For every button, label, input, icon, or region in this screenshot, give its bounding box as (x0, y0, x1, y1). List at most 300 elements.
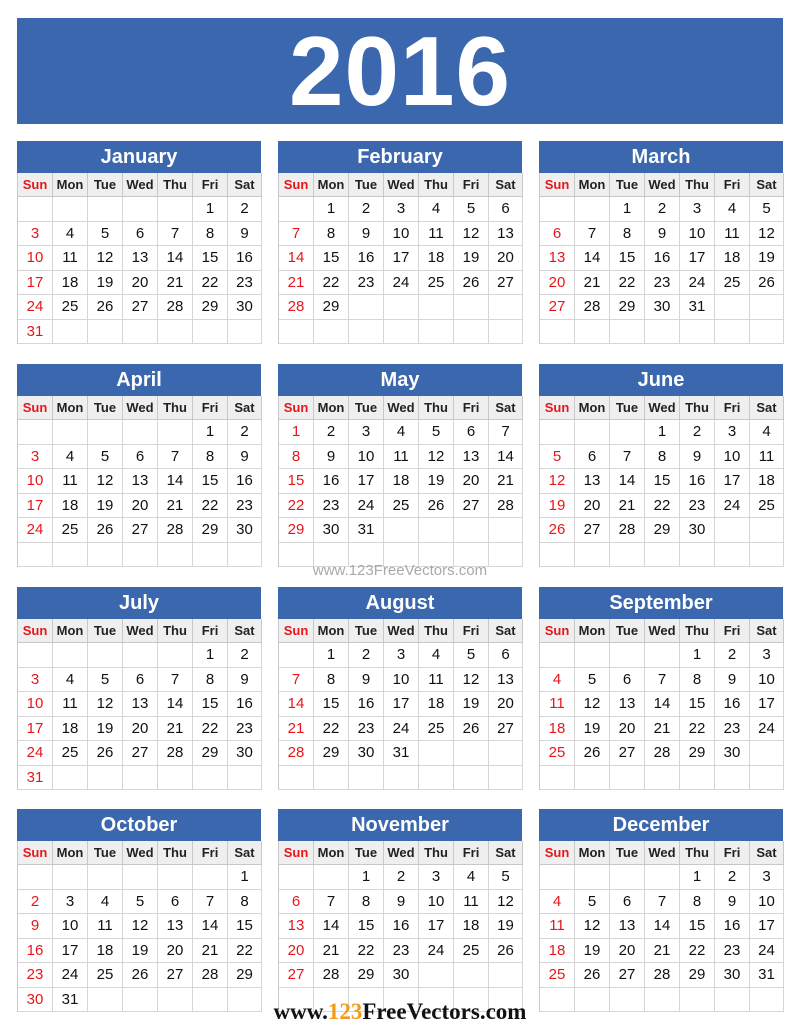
day-cell: 1 (228, 865, 262, 890)
day-cell: 24 (349, 494, 384, 519)
empty-cell (575, 420, 610, 445)
day-cell: 20 (610, 939, 645, 964)
day-cell: 26 (88, 741, 123, 766)
empty-cell (540, 197, 575, 222)
empty-cell (88, 197, 123, 222)
month-title: May (278, 364, 522, 396)
footer-brand: 123 (327, 999, 363, 1024)
empty-cell (750, 320, 784, 345)
weekday-header: Sun (18, 619, 53, 643)
weekday-header: Sun (279, 841, 314, 865)
day-cell: 23 (349, 717, 384, 742)
empty-cell (158, 766, 193, 791)
weekday-header: Mon (53, 396, 88, 420)
day-cell: 22 (193, 271, 228, 296)
weekday-header: Thu (680, 841, 715, 865)
month-grid (17, 173, 261, 344)
empty-cell (454, 518, 489, 543)
weekday-header: Wed (384, 396, 419, 420)
day-cell: 27 (575, 518, 610, 543)
day-cell: 10 (53, 914, 88, 939)
day-cell: 24 (53, 963, 88, 988)
day-cell: 2 (349, 197, 384, 222)
day-cell: 5 (454, 643, 489, 668)
day-cell: 27 (123, 518, 158, 543)
day-cell: 13 (610, 914, 645, 939)
empty-cell (489, 518, 523, 543)
day-cell: 28 (575, 295, 610, 320)
day-cell: 2 (228, 420, 262, 445)
day-cell: 3 (349, 420, 384, 445)
weekday-header: Fri (715, 396, 750, 420)
day-cell: 19 (575, 939, 610, 964)
weekday-header: Thu (158, 619, 193, 643)
empty-cell (419, 741, 454, 766)
empty-cell (610, 643, 645, 668)
day-cell: 22 (680, 939, 715, 964)
empty-cell (88, 320, 123, 345)
month-august (278, 587, 522, 790)
day-cell: 5 (575, 890, 610, 915)
day-cell: 12 (419, 445, 454, 470)
day-cell: 10 (715, 445, 750, 470)
empty-cell (750, 295, 784, 320)
day-cell: 2 (314, 420, 349, 445)
day-cell: 7 (158, 445, 193, 470)
day-cell: 5 (540, 445, 575, 470)
empty-cell (18, 420, 53, 445)
weekday-header: Mon (314, 841, 349, 865)
weekday-header: Mon (314, 396, 349, 420)
day-cell: 9 (228, 445, 262, 470)
day-cell: 17 (384, 246, 419, 271)
day-cell: 11 (88, 914, 123, 939)
day-cell: 8 (193, 445, 228, 470)
day-cell: 27 (489, 271, 523, 296)
day-cell: 7 (610, 445, 645, 470)
day-cell: 23 (314, 494, 349, 519)
day-cell: 18 (715, 246, 750, 271)
empty-cell (540, 865, 575, 890)
empty-cell (53, 197, 88, 222)
day-cell: 13 (489, 222, 523, 247)
empty-cell (349, 766, 384, 791)
day-cell: 28 (610, 518, 645, 543)
day-cell: 8 (610, 222, 645, 247)
day-cell: 6 (279, 890, 314, 915)
month-title: June (539, 364, 783, 396)
day-cell: 12 (540, 469, 575, 494)
day-cell: 7 (279, 668, 314, 693)
empty-cell (540, 320, 575, 345)
empty-cell (645, 320, 680, 345)
day-cell: 15 (349, 914, 384, 939)
day-cell: 19 (419, 469, 454, 494)
day-cell: 11 (750, 445, 784, 470)
empty-cell (645, 766, 680, 791)
day-cell: 3 (384, 197, 419, 222)
day-cell: 8 (314, 222, 349, 247)
month-title: February (278, 141, 522, 173)
day-cell: 15 (228, 914, 262, 939)
day-cell: 16 (680, 469, 715, 494)
day-cell: 15 (314, 692, 349, 717)
weekday-header: Thu (680, 619, 715, 643)
weekday-header: Tue (88, 841, 123, 865)
day-cell: 6 (158, 890, 193, 915)
empty-cell (610, 320, 645, 345)
weekday-header: Sun (540, 396, 575, 420)
month-november (278, 809, 522, 1012)
day-cell: 18 (540, 717, 575, 742)
day-cell: 24 (384, 717, 419, 742)
day-cell: 26 (123, 963, 158, 988)
empty-cell (314, 865, 349, 890)
day-cell: 30 (314, 518, 349, 543)
day-cell: 16 (645, 246, 680, 271)
day-cell: 12 (575, 692, 610, 717)
empty-cell (610, 865, 645, 890)
day-cell: 17 (18, 717, 53, 742)
day-cell: 21 (279, 271, 314, 296)
day-cell: 11 (715, 222, 750, 247)
month-title: March (539, 141, 783, 173)
day-cell: 20 (123, 494, 158, 519)
empty-cell (228, 320, 262, 345)
weekday-header: Tue (610, 619, 645, 643)
day-cell: 23 (680, 494, 715, 519)
empty-cell (193, 320, 228, 345)
day-cell: 12 (454, 222, 489, 247)
weekday-header: Sat (228, 619, 262, 643)
day-cell: 31 (750, 963, 784, 988)
day-cell: 19 (454, 692, 489, 717)
day-cell: 10 (384, 668, 419, 693)
day-cell: 15 (645, 469, 680, 494)
day-cell: 4 (53, 445, 88, 470)
day-cell: 18 (419, 246, 454, 271)
empty-cell (680, 320, 715, 345)
day-cell: 24 (750, 717, 784, 742)
weekday-header: Tue (88, 396, 123, 420)
day-cell: 17 (18, 271, 53, 296)
day-cell: 2 (18, 890, 53, 915)
empty-cell (454, 741, 489, 766)
weekday-header: Fri (454, 619, 489, 643)
weekday-header: Sun (540, 619, 575, 643)
day-cell: 9 (228, 222, 262, 247)
empty-cell (575, 766, 610, 791)
day-cell: 23 (228, 494, 262, 519)
empty-cell (158, 988, 193, 1013)
day-cell: 15 (193, 692, 228, 717)
day-cell: 30 (645, 295, 680, 320)
footer-credit[interactable] (200, 999, 600, 1025)
day-cell: 4 (88, 890, 123, 915)
day-cell: 27 (610, 963, 645, 988)
day-cell: 30 (715, 963, 750, 988)
day-cell: 3 (750, 643, 784, 668)
day-cell: 15 (193, 469, 228, 494)
month-september (539, 587, 783, 790)
empty-cell (158, 543, 193, 568)
weekday-header: Sun (18, 841, 53, 865)
day-cell: 11 (540, 914, 575, 939)
day-cell: 13 (575, 469, 610, 494)
weekday-header: Wed (384, 173, 419, 197)
weekday-header: Mon (314, 173, 349, 197)
day-cell: 23 (715, 717, 750, 742)
day-cell: 20 (454, 469, 489, 494)
day-cell: 27 (123, 741, 158, 766)
empty-cell (575, 197, 610, 222)
day-cell: 6 (489, 197, 523, 222)
empty-cell (53, 865, 88, 890)
empty-cell (314, 320, 349, 345)
weekday-header: Sat (750, 396, 784, 420)
day-cell: 11 (419, 222, 454, 247)
day-cell: 1 (193, 643, 228, 668)
day-cell: 9 (228, 668, 262, 693)
day-cell: 30 (384, 963, 419, 988)
weekday-header: Sat (489, 173, 523, 197)
day-cell: 12 (575, 914, 610, 939)
day-cell: 7 (575, 222, 610, 247)
day-cell: 29 (279, 518, 314, 543)
weekday-header: Sun (279, 396, 314, 420)
day-cell: 6 (540, 222, 575, 247)
weekday-header: Fri (715, 619, 750, 643)
day-cell: 25 (88, 963, 123, 988)
weekday-header: Wed (384, 619, 419, 643)
month-title: November (278, 809, 522, 841)
month-title: January (17, 141, 261, 173)
month-title: July (17, 587, 261, 619)
day-cell: 3 (384, 643, 419, 668)
day-cell: 11 (384, 445, 419, 470)
empty-cell (715, 518, 750, 543)
month-july (17, 587, 261, 790)
empty-cell (715, 988, 750, 1013)
day-cell: 14 (279, 692, 314, 717)
day-cell: 12 (88, 692, 123, 717)
day-cell: 6 (123, 445, 158, 470)
day-cell: 27 (123, 295, 158, 320)
day-cell: 17 (384, 692, 419, 717)
weekday-header: Fri (454, 173, 489, 197)
month-grid (539, 841, 783, 1012)
empty-cell (123, 543, 158, 568)
day-cell: 15 (610, 246, 645, 271)
day-cell: 27 (158, 963, 193, 988)
month-grid (278, 173, 522, 344)
day-cell: 23 (384, 939, 419, 964)
empty-cell (228, 543, 262, 568)
day-cell: 19 (540, 494, 575, 519)
empty-cell (53, 643, 88, 668)
empty-cell (349, 320, 384, 345)
day-cell: 28 (314, 963, 349, 988)
empty-cell (279, 197, 314, 222)
weekday-header: Thu (419, 841, 454, 865)
empty-cell (193, 865, 228, 890)
year-title: 2016 (288, 16, 511, 126)
day-cell: 9 (349, 222, 384, 247)
day-cell: 28 (489, 494, 523, 519)
empty-cell (123, 320, 158, 345)
day-cell: 8 (279, 445, 314, 470)
day-cell: 14 (645, 692, 680, 717)
weekday-header: Fri (454, 841, 489, 865)
empty-cell (88, 643, 123, 668)
day-cell: 6 (454, 420, 489, 445)
day-cell: 9 (715, 890, 750, 915)
day-cell: 15 (680, 914, 715, 939)
day-cell: 3 (18, 222, 53, 247)
day-cell: 13 (540, 246, 575, 271)
watermark: www.123FreeVectors.com (312, 562, 488, 579)
year-banner (17, 18, 783, 124)
empty-cell (193, 543, 228, 568)
day-cell: 5 (419, 420, 454, 445)
day-cell: 23 (715, 939, 750, 964)
day-cell: 23 (228, 717, 262, 742)
day-cell: 16 (228, 246, 262, 271)
day-cell: 22 (610, 271, 645, 296)
day-cell: 24 (750, 939, 784, 964)
empty-cell (349, 295, 384, 320)
day-cell: 26 (575, 741, 610, 766)
day-cell: 25 (715, 271, 750, 296)
day-cell: 29 (680, 963, 715, 988)
day-cell: 10 (18, 246, 53, 271)
day-cell: 26 (454, 271, 489, 296)
day-cell: 3 (680, 197, 715, 222)
day-cell: 20 (158, 939, 193, 964)
day-cell: 13 (279, 914, 314, 939)
weekday-header: Sat (228, 396, 262, 420)
day-cell: 1 (645, 420, 680, 445)
month-grid (17, 396, 261, 567)
day-cell: 8 (228, 890, 262, 915)
empty-cell (750, 766, 784, 791)
day-cell: 24 (18, 518, 53, 543)
day-cell: 28 (158, 295, 193, 320)
day-cell: 18 (454, 914, 489, 939)
day-cell: 2 (715, 865, 750, 890)
day-cell: 2 (349, 643, 384, 668)
day-cell: 11 (419, 668, 454, 693)
day-cell: 28 (645, 963, 680, 988)
day-cell: 21 (575, 271, 610, 296)
day-cell: 24 (384, 271, 419, 296)
empty-cell (279, 766, 314, 791)
day-cell: 8 (645, 445, 680, 470)
day-cell: 30 (228, 741, 262, 766)
day-cell: 15 (279, 469, 314, 494)
empty-cell (158, 865, 193, 890)
day-cell: 28 (158, 741, 193, 766)
day-cell: 15 (314, 246, 349, 271)
month-february (278, 141, 522, 344)
weekday-header: Thu (419, 173, 454, 197)
day-cell: 22 (680, 717, 715, 742)
day-cell: 18 (540, 939, 575, 964)
day-cell: 18 (384, 469, 419, 494)
day-cell: 23 (645, 271, 680, 296)
day-cell: 4 (750, 420, 784, 445)
weekday-header: Wed (645, 619, 680, 643)
day-cell: 17 (715, 469, 750, 494)
day-cell: 6 (123, 222, 158, 247)
day-cell: 14 (314, 914, 349, 939)
empty-cell (53, 543, 88, 568)
empty-cell (88, 865, 123, 890)
day-cell: 20 (610, 717, 645, 742)
month-grid (278, 841, 522, 1012)
weekday-header: Fri (193, 619, 228, 643)
day-cell: 2 (228, 643, 262, 668)
day-cell: 16 (715, 692, 750, 717)
day-cell: 2 (228, 197, 262, 222)
day-cell: 5 (575, 668, 610, 693)
day-cell: 21 (314, 939, 349, 964)
day-cell: 25 (384, 494, 419, 519)
day-cell: 7 (314, 890, 349, 915)
weekday-header: Tue (88, 173, 123, 197)
day-cell: 25 (540, 963, 575, 988)
day-cell: 8 (193, 668, 228, 693)
day-cell: 21 (610, 494, 645, 519)
weekday-header: Thu (419, 619, 454, 643)
day-cell: 10 (419, 890, 454, 915)
day-cell: 31 (18, 766, 53, 791)
day-cell: 29 (314, 295, 349, 320)
day-cell: 15 (193, 246, 228, 271)
empty-cell (279, 320, 314, 345)
weekday-header: Sun (540, 841, 575, 865)
day-cell: 31 (53, 988, 88, 1013)
day-cell: 25 (750, 494, 784, 519)
day-cell: 4 (53, 668, 88, 693)
day-cell: 11 (53, 692, 88, 717)
day-cell: 28 (645, 741, 680, 766)
weekday-header: Sun (18, 173, 53, 197)
empty-cell (715, 320, 750, 345)
day-cell: 14 (158, 469, 193, 494)
month-title: August (278, 587, 522, 619)
day-cell: 16 (314, 469, 349, 494)
empty-cell (18, 543, 53, 568)
day-cell: 6 (610, 890, 645, 915)
day-cell: 9 (645, 222, 680, 247)
day-cell: 26 (540, 518, 575, 543)
weekday-header: Sat (228, 173, 262, 197)
footer-suffix: FreeVectors.com (362, 999, 527, 1024)
day-cell: 18 (419, 692, 454, 717)
weekday-header: Tue (349, 173, 384, 197)
day-cell: 14 (610, 469, 645, 494)
day-cell: 23 (228, 271, 262, 296)
weekday-header: Tue (610, 396, 645, 420)
empty-cell (18, 865, 53, 890)
empty-cell (88, 420, 123, 445)
day-cell: 4 (540, 890, 575, 915)
day-cell: 30 (680, 518, 715, 543)
day-cell: 25 (540, 741, 575, 766)
day-cell: 7 (645, 668, 680, 693)
weekday-header: Sun (279, 619, 314, 643)
